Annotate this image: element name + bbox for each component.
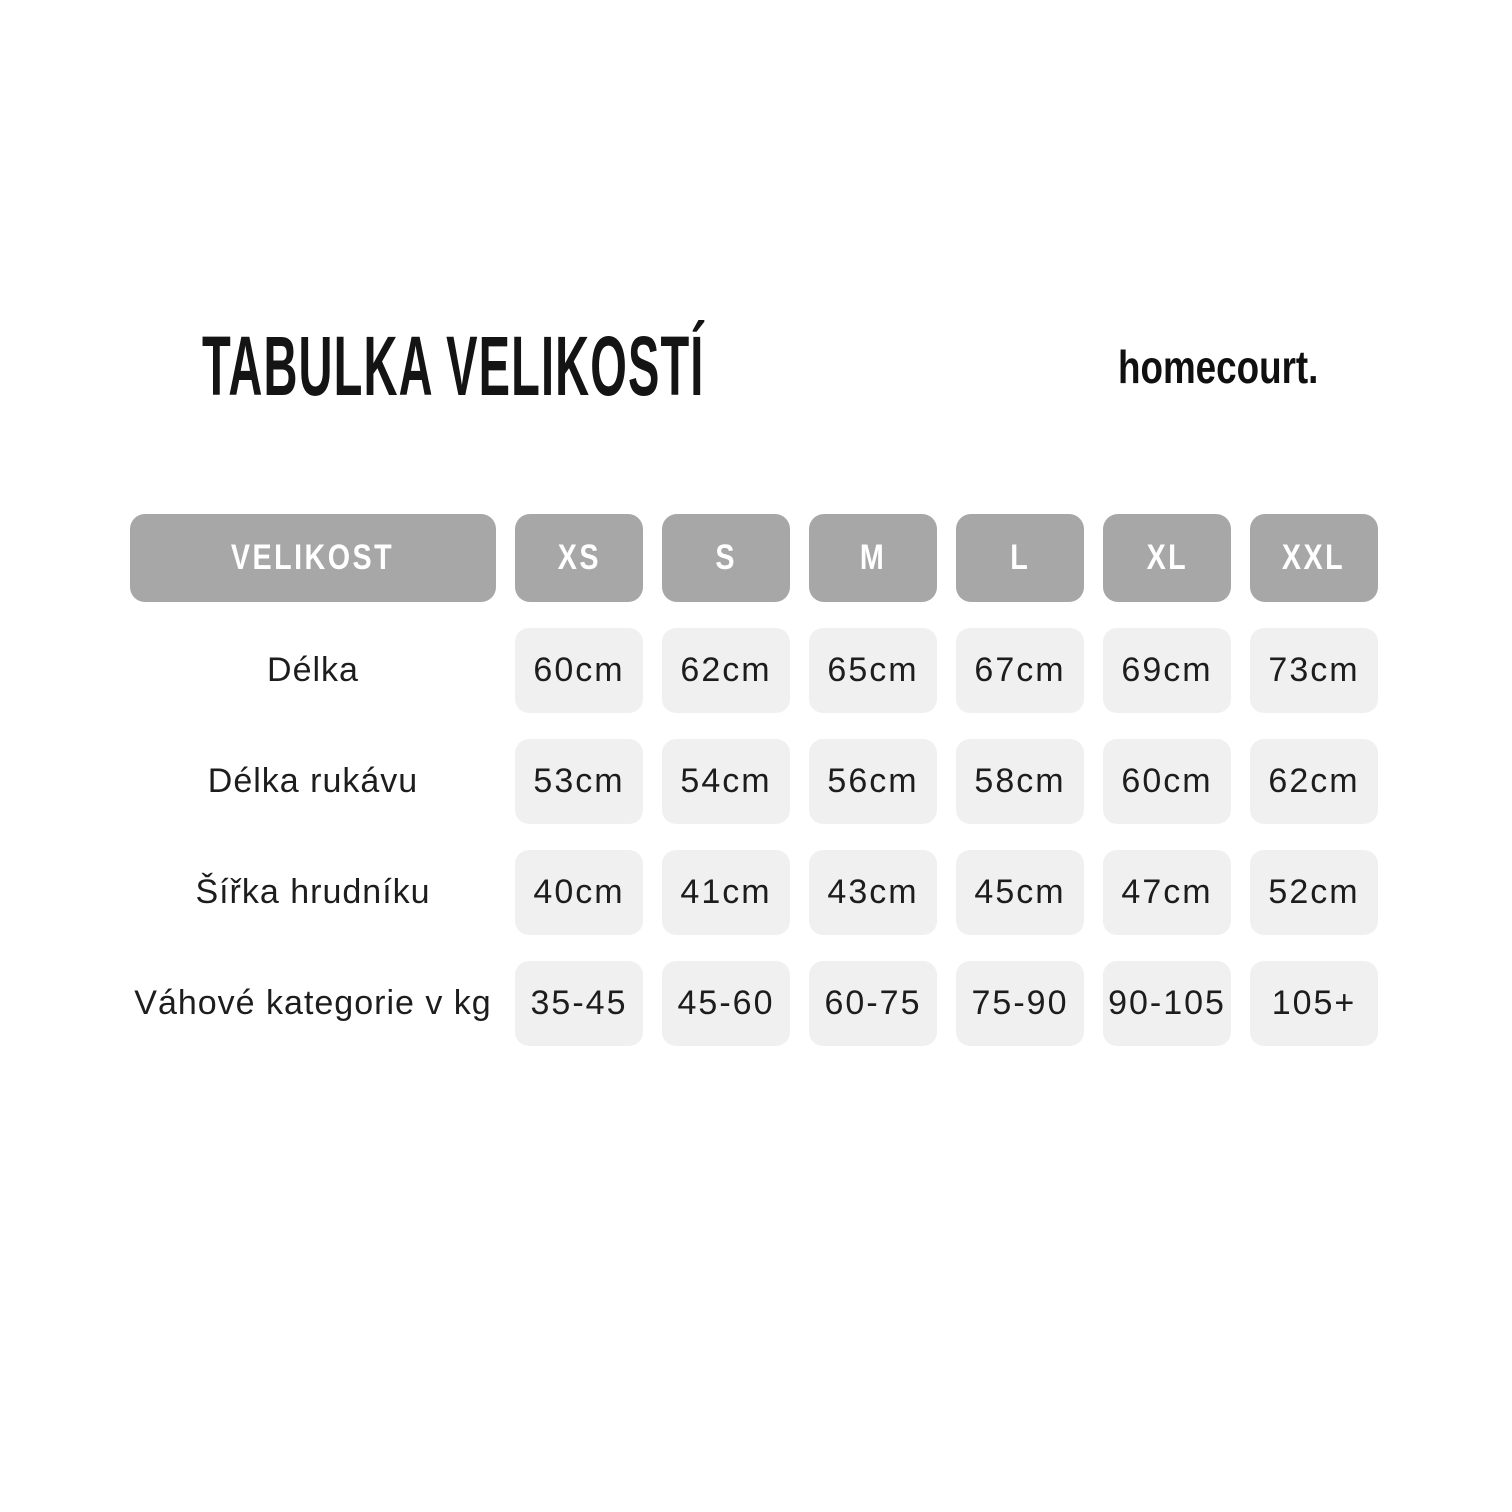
table-cell-delka-s: 62cm — [662, 628, 790, 713]
row-label-delka-rukavu: Délka rukávu — [207, 762, 419, 800]
table-cell-rukav-l: 58cm — [956, 739, 1084, 824]
size-pill-xxl — [1250, 514, 1378, 602]
table-cell-vaha-xxl: 105+ — [1250, 961, 1378, 1046]
size-pill-s — [662, 514, 790, 602]
size-pill-m-label: M — [859, 538, 887, 577]
size-pill-xl — [1103, 514, 1231, 602]
row-label-vahove-kategorie: Váhové kategorie v kg — [134, 984, 492, 1022]
table-cell-hrudnik-l: 45cm — [956, 850, 1084, 935]
table-cell-rukav-xxl: 62cm — [1250, 739, 1378, 824]
table-cell-delka-m: 65cm — [809, 628, 937, 713]
page-title-text: TABULKA VELIKOSTÍ — [202, 319, 705, 413]
size-table — [130, 514, 1378, 1046]
table-cell-rukav-s: 54cm — [662, 739, 790, 824]
table-cell-hrudnik-s: 41cm — [662, 850, 790, 935]
size-pill-xs — [515, 514, 643, 602]
brand-logo-text: homecourt. — [1118, 341, 1319, 393]
brand-logo — [1118, 342, 1368, 393]
page-title — [202, 320, 1099, 412]
table-cell-hrudnik-xs: 40cm — [515, 850, 643, 935]
table-cell-hrudnik-xl: 47cm — [1103, 850, 1231, 935]
size-pill-l-label: L — [1009, 538, 1030, 577]
table-cell-rukav-xl: 60cm — [1103, 739, 1231, 824]
size-pill-xs-label: XS — [557, 538, 601, 577]
table-cell-delka-xl: 69cm — [1103, 628, 1231, 713]
table-cell-vaha-xs: 35-45 — [515, 961, 643, 1046]
header-cell-velikost-label: VELIKOST — [231, 538, 395, 577]
size-pill-xl-label: XL — [1146, 538, 1188, 577]
table-cell-hrudnik-xxl: 52cm — [1250, 850, 1378, 935]
table-cell-vaha-s: 45-60 — [662, 961, 790, 1046]
size-pill-xxl-label: XXL — [1282, 538, 1346, 577]
table-cell-rukav-m: 56cm — [809, 739, 937, 824]
table-cell-vaha-l: 75-90 — [956, 961, 1084, 1046]
size-pill-l — [956, 514, 1084, 602]
table-cell-delka-xxl: 73cm — [1250, 628, 1378, 713]
table-cell-delka-l: 67cm — [956, 628, 1084, 713]
size-pill-s-label: S — [715, 538, 737, 577]
row-label-delka: Délka — [267, 651, 359, 689]
size-pill-m — [809, 514, 937, 602]
row-label-sirka-hrudniku: Šířka hrudníku — [195, 873, 431, 911]
table-cell-vaha-xl: 90-105 — [1103, 961, 1231, 1046]
header-cell-velikost — [130, 514, 496, 602]
table-cell-delka-xs: 60cm — [515, 628, 643, 713]
table-cell-hrudnik-m: 43cm — [809, 850, 937, 935]
table-cell-rukav-xs: 53cm — [515, 739, 643, 824]
table-cell-vaha-m: 60-75 — [809, 961, 937, 1046]
